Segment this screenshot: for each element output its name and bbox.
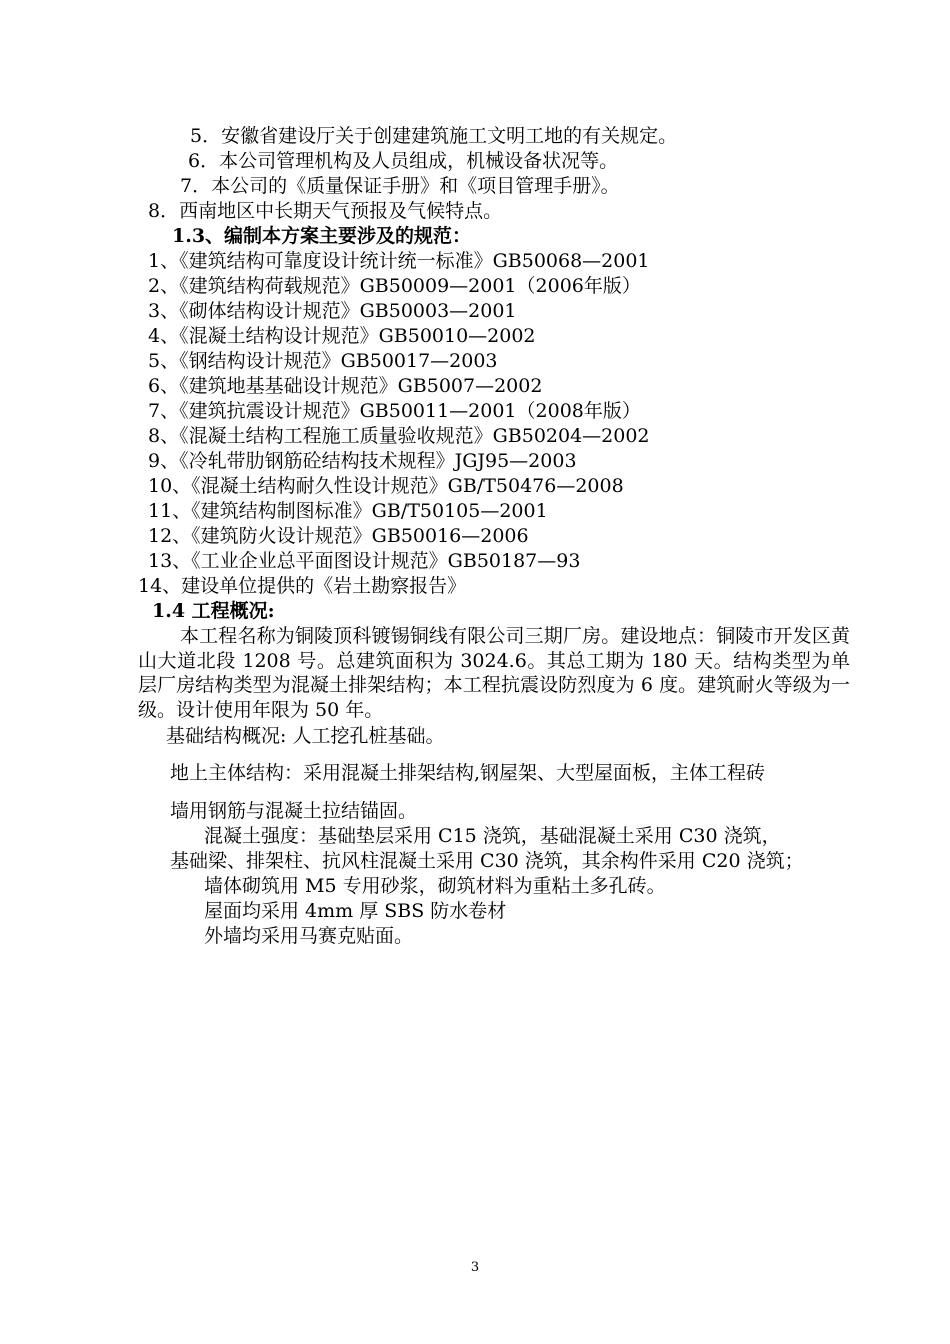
foundation-overview: 基础结构概况: 人工挖孔桩基础。 <box>166 725 445 747</box>
roof-waterproofing: 屋面均采用 4mm 厚 SBS 防水卷材 <box>204 900 507 922</box>
standard-item-12: 12、《建筑防火设计规范》GB50016—2006 <box>148 525 529 547</box>
standard-item-4: 4、《混凝土结构设计规范》GB50010—2002 <box>148 325 536 347</box>
standard-item-5: 5、《钢结构设计规范》GB50017—2003 <box>148 350 498 372</box>
basis-item-8: 8．西南地区中长期天气预报及气候特点。 <box>148 200 503 222</box>
standard-item-14: 14、建设单位提供的《岩土勘察报告》 <box>138 575 467 597</box>
main-structure-line-2: 墙用钢筋与混凝土拉结锚固。 <box>170 800 418 822</box>
page-number: 3 <box>470 1260 480 1275</box>
standard-item-9: 9、《冷轧带肋钢筋砼结构技术规程》JGJ95—2003 <box>148 450 577 472</box>
standard-item-11: 11、《建筑结构制图标准》GB/T50105—2001 <box>148 500 548 522</box>
section-1-4-heading: 1.4 工程概况: <box>152 600 275 622</box>
basis-item-5: 5．安徽省建设厅关于创建建筑施工文明工地的有关规定。 <box>190 125 678 147</box>
basis-item-7: 7．本公司的《质量保证手册》和《项目管理手册》。 <box>180 175 620 197</box>
section-1-3-heading: 1.3、编制本方案主要涉及的规范： <box>172 225 472 247</box>
standard-item-10: 10、《混凝土结构耐久性设计规范》GB/T50476—2008 <box>148 475 624 497</box>
standard-item-2: 2、《建筑结构荷载规范》GB50009—2001（2006年版） <box>148 275 641 297</box>
concrete-strength-line-1: 混凝土强度：基础垫层采用 C15 浇筑，基础混凝土采用 C30 浇筑， <box>204 825 781 847</box>
main-structure-line-1: 地上主体结构：采用混凝土排架结构,钢屋架、大型屋面板，主体工程砖 <box>170 762 766 784</box>
project-overview-paragraph: 本工程名称为铜陵顶科镀锡铜线有限公司三期厂房。建设地点：铜陵市开发区黄山大道北段 1208 号。总建筑面积为 3024.6。其总工期为 180 天。结构类型为单层厂房结构类型为混凝土排架结构；本工程抗震设防烈度为 6 度。建筑耐火等级为一级。设计使用年限为 50 年。 <box>138 625 850 721</box>
concrete-strength-line-2: 基础梁、排架柱、抗风柱混凝土采用 C30 浇筑，其余构件采用 C20 浇筑； <box>170 850 804 872</box>
standard-item-3: 3、《砌体结构设计规范》GB50003—2001 <box>148 300 517 322</box>
standard-item-1: 1、《建筑结构可靠度设计统计统一标准》GB50068—2001 <box>148 250 650 272</box>
standard-item-7: 7、《建筑抗震设计规范》GB50011—2001（2008年版） <box>148 400 641 422</box>
exterior-wall-finish: 外墙均采用马赛克贴面。 <box>204 925 414 947</box>
standard-item-8: 8、《混凝土结构工程施工质量验收规范》GB50204—2002 <box>148 425 650 447</box>
standard-item-13: 13、《工业企业总平面图设计规范》GB50187—93 <box>148 550 581 572</box>
standard-item-6: 6、《建筑地基基础设计规范》GB5007—2002 <box>148 375 543 397</box>
masonry-mortar: 墙体砌筑用 M5 专用砂浆，砌筑材料为重粘土多孔砖。 <box>204 875 666 897</box>
basis-item-6: 6．本公司管理机构及人员组成，机械设备状况等。 <box>188 150 619 172</box>
